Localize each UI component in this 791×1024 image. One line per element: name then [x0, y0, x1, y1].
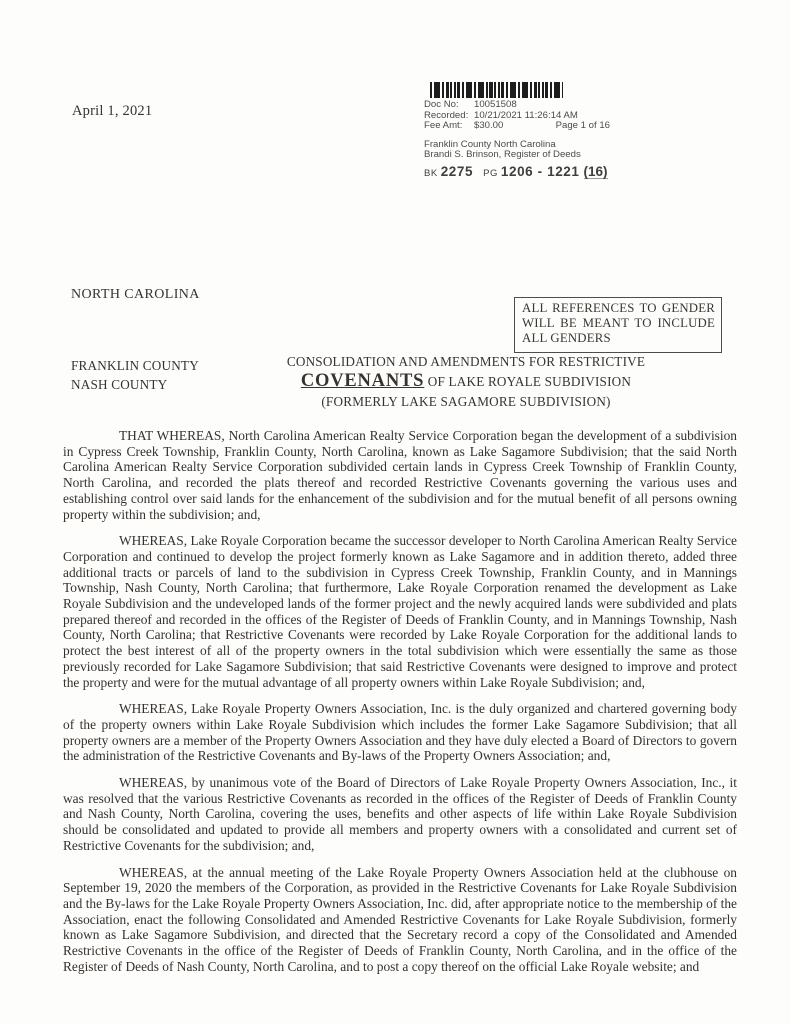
- state-heading: NORTH CAROLINA: [71, 287, 200, 302]
- document-date: April 1, 2021: [72, 103, 153, 119]
- page-label: PG: [483, 167, 498, 179]
- document-title: [248, 353, 684, 410]
- recorded-value: 10/21/2021 11:26:14 AM: [474, 109, 578, 121]
- title-line-2: [248, 370, 684, 393]
- county-franklin: FRANKLIN COUNTY: [71, 358, 199, 373]
- paragraph-3: WHEREAS, Lake Royale Property Owners Association, Inc. is the duly organized and chartered governing body of the property owners within Lake Royale Subdivision which includes the former Lake Sagamore Subdivision; that all property owners are a member of the Property Owners Association and they have duly elected a Board of Directors to govern the administration of the Restrictive Covenants and By-laws of the Property Owners Association; and,: [63, 701, 737, 764]
- page-value: 1206 - 1221: [500, 163, 580, 179]
- title-line-1: CONSOLIDATION AND AMENDMENTS FOR RESTRICTIVE: [286, 354, 646, 369]
- stamp-book-page: [424, 163, 612, 180]
- stamp-register-line: Brandi S. Brinson, Register of Deeds: [424, 149, 581, 161]
- paragraph-5: WHEREAS, at the annual meeting of the Lake Royale Property Owners Association held at the clubhouse on September 19, 2020 the members of the Corporation, as provided in the Restrictive Covenants for Lake Royale Subdivision and the By-laws for the Lake Royale Property Owners Association, Inc. did, after appropriate notice to the membership of the Association, enact the following Consolidated and Amended Restrictive Covenants for Lake Royale Subdivision, formerly known as Lake Sagamore Subdivision, and directed that the Secretary record a copy of the Consolidated and Amended Restrictive Covenants in the office of the Register of Deeds of Franklin County, North Carolina, and in the office of the Register of Deeds of Nash County, North Carolina, and to post a copy thereof on the official Lake Royale website; and: [63, 864, 737, 974]
- title-line-2-rest: OF LAKE ROYALE SUBDIVISION: [424, 374, 632, 389]
- fee-label: Fee Amt:: [424, 120, 463, 132]
- covenants-word: COVENANTS: [300, 371, 425, 391]
- book-value: 2275: [440, 163, 474, 179]
- fee-value: $30.00: [474, 120, 504, 132]
- recorded-label: Recorded:: [424, 109, 469, 121]
- stamp-county-line: Franklin County North Carolina: [424, 138, 556, 150]
- title-line-3: (FORMERLY LAKE SAGAMORE SUBDIVISION): [321, 394, 611, 409]
- stamp-fee: [424, 121, 612, 132]
- page-count: (16): [583, 163, 608, 179]
- barcode-icon: [430, 82, 563, 98]
- gender-notice-box: ALL REFERENCES TO GENDER WILL BE MEANT TO INCLUDE ALL GENDERS: [514, 297, 722, 353]
- stamp-page-info: Page 1 of 16: [555, 120, 610, 132]
- doc-no-value: 10051508: [474, 99, 517, 110]
- paragraph-2: WHEREAS, Lake Royale Corporation became the successor developer to North Carolina American Realty Service Corporation and continued to develop the project formerly known as Lake Sagamore and in addition thereto, added three additional tracts or parcels of land to the subdivision in Cypress Creek Township, Franklin County, and in Mannings Township, Nash County, North Carolina; that furthermore, Lake Royale Corporation renamed the development as Lake Royale Subdivision and the undeveloped lands of the former project and the newly acquired lands were subdivided and plats prepared thereof and recorded in the offices of the Register of Deeds of Franklin County, and in Mannings Township, Nash County, North Carolina; that Restrictive Covenants were recorded by Lake Royale Corporation for the additional lands to protect the best interest of all of the property owners in the total subdivision which were essentially the same as those previously recorded for Lake Sagamore Subdivision; that said Restrictive Covenants were designed to improve and protect the property and were for the mutual advantage of all property owners within Lake Royale Subdivision; and,: [63, 533, 737, 690]
- county-nash: NASH COUNTY: [71, 377, 168, 392]
- paragraph-1: THAT WHEREAS, North Carolina American Realty Service Corporation began the development of a subdivision in Cypress Creek Township, Franklin County, North Carolina, known as Lake Sagamore Subdivision; that the said North Carolina American Realty Service Corporation subdivided certain lands in Cypress Creek Township of Franklin County, North Carolina, and recorded the plats thereof and recorded Restrictive Covenants governing the various uses and establishing control over said lands for the enhancement of the subdivision and for the mutual benefit of all persons owning property within the subdivision; and,: [63, 428, 737, 522]
- county-block: [71, 356, 199, 394]
- stamp-doc-no: [424, 100, 612, 111]
- document-body: [63, 428, 737, 986]
- book-label: BK: [424, 167, 438, 179]
- paragraph-4: WHEREAS, by unanimous vote of the Board of Directors of Lake Royale Property Owners Association, Inc., it was resolved that the various Restrictive Covenants as recorded in the offices of the Register of Deeds of Franklin County and Nash County, North Carolina, covering the uses, benefits and other aspects of life within Lake Royale Subdivision should be consolidated and updated to provide all members and property owners with a consolidated and current set of Restrictive Covenants for the subdivision; and,: [63, 775, 737, 853]
- doc-no-label: Doc No:: [424, 99, 459, 110]
- recording-stamp: [424, 82, 612, 180]
